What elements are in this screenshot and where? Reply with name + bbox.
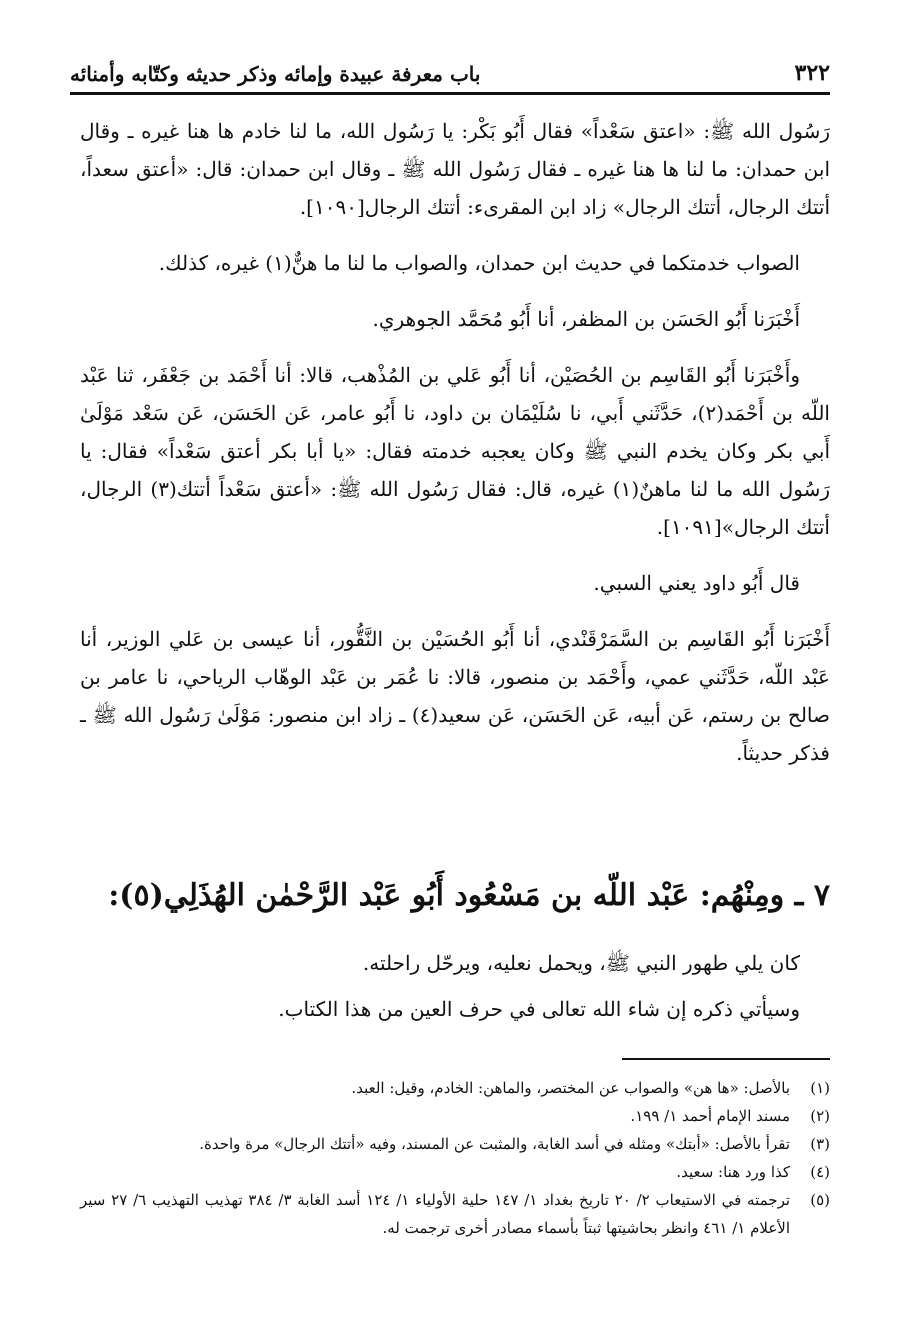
footnote-item bbox=[80, 1074, 830, 1102]
page-number: ٣٢٢ bbox=[794, 60, 830, 86]
section-heading: ٧ ـ ومِنْهُم: عَبْد اللّه بن مَسْعُود أَبُو عَبْد الرَّحْمٰن الهُذَلِي(٥): bbox=[108, 878, 830, 913]
paragraph-4: وأَخْبَرَنا أَبُو القَاسِم بن الحُصَيْن، أنا أَبُو عَلي بن المُذْهب، قالا: أنا أَحْمَد بن جَعْفَر، ثنا عَبْد اللّه بن أَحْمَد(٢)، حَدَّثَني أَبي، نا سُلَيْمَان بن داود، نا أَبُو عامر، عَن الحَسَن، عَن سَعْد مَوْلَىٰ أَبي بكر وكان يخدم النبي ﷺ وكان يعجبه خدمته فقال: «يا أبا بكر أعتق سَعْداً» فقال: يا رَسُول الله ما لنا ماهنٌ(١) غيره، قال: فقال رَسُول الله ﷺ: «أعتق سَعْداً أتتك(٣) الرجال، أتتك الرجال»[١٠٩١]. bbox=[80, 363, 830, 539]
footnotes bbox=[80, 1074, 830, 1242]
paragraph-2: الصواب خدمتكما في حديث ابن حمدان، والصواب ما لنا ما هنٌّ(١) غيره، كذلك. bbox=[158, 251, 800, 275]
main-text bbox=[80, 112, 830, 790]
footnote-number: (٥) bbox=[810, 1191, 830, 1209]
footnote-number: (٤) bbox=[810, 1163, 830, 1181]
page-header bbox=[70, 52, 830, 95]
footnote-item bbox=[80, 1186, 830, 1242]
footnote-text: بالأصل: «ها هن» والصواب عن المختصر، والماهن: الخادم، وقيل: العبد. bbox=[351, 1079, 790, 1097]
section-body bbox=[80, 940, 830, 1032]
footnote-item bbox=[80, 1130, 830, 1158]
footnote-item bbox=[80, 1102, 830, 1130]
paragraph-1: رَسُول الله ﷺ: «اعتق سَعْداً» فقال أَبُو بَكْر: يا رَسُول الله، ما لنا خادم ها هنا غيره ـ وقال ابن حمدان: ما لنا ها هنا غيره ـ فقال رَسُول الله ﷺ ـ وقال ابن حمدان: قال: «أعتق سعداً، أتتك الرجال، أتتك الرجال» زاد ابن المقرىء: أتتك الرجال[١٠٩٠]. bbox=[80, 119, 830, 219]
footnote-number: (٣) bbox=[810, 1135, 830, 1153]
section-line-2: وسيأتي ذكره إن شاء الله تعالى في حرف العين من هذا الكتاب. bbox=[278, 997, 800, 1021]
footnote-number: (٢) bbox=[810, 1107, 830, 1125]
running-title: باب معرفة عبيدة وإمائه وذكر حديثه وكتّابه وأمنائه bbox=[70, 62, 481, 86]
footnote-item bbox=[80, 1158, 830, 1186]
footnote-text: ترجمته في الاستيعاب ٢/ ٢٠ تاريخ بغداد ١/ ١٤٧ حلية الأولياء ١/ ١٢٤ أسد الغابة ٣/ ٣٨٤ تهذيب التهذيب ٦/ ٢٧ سير الأعلام ١/ ٤٦١ وانظر بحاشيتها ثبتاً بأسماء مصادر أخرى ترجمت له. bbox=[80, 1191, 791, 1237]
section-line-1: كان يلي طهور النبي ﷺ، ويحمل نعليه، ويرحّل راحلته. bbox=[362, 951, 800, 975]
footnote-divider bbox=[622, 1058, 830, 1060]
paragraph-3: أَخْبَرَنا أَبُو الحَسَن بن المظفر، أنا أَبُو مُحَمَّد الجوهري. bbox=[372, 307, 800, 331]
footnote-text: كذا ورد هنا: سعيد. bbox=[676, 1163, 790, 1181]
footnote-text: تقرأ بالأصل: «أبتك» ومثله في أسد الغابة، والمثبت عن المسند، وفيه «أتتك الرجال» مرة واحدة. bbox=[199, 1135, 790, 1153]
footnote-text: مسند الإمام أحمد ١/ ١٩٩. bbox=[630, 1107, 790, 1125]
paragraph-6: أَخْبَرَنا أَبُو القَاسِم بن السَّمَرْقَنْدي، أنا أَبُو الحُسَيْن بن النَّقُّور، أنا عيسى بن عَلي الوزير، أنا عَبْد اللّه، حَدَّثَني عمي، وأَحْمَد بن منصور، قالا: نا عُمَر بن عَبْد الوهّاب الرياحي، نا عامر بن صالح بن رستم، عَن أبيه، عَن الحَسَن، عَن سعيد(٤) ـ زاد ابن منصور: مَوْلَىٰ رَسُول الله ﷺ ـ فذكر حديثاً. bbox=[80, 627, 830, 765]
footnote-number: (١) bbox=[810, 1079, 830, 1097]
paragraph-5: قال أَبُو داود يعني السبي. bbox=[593, 571, 800, 595]
